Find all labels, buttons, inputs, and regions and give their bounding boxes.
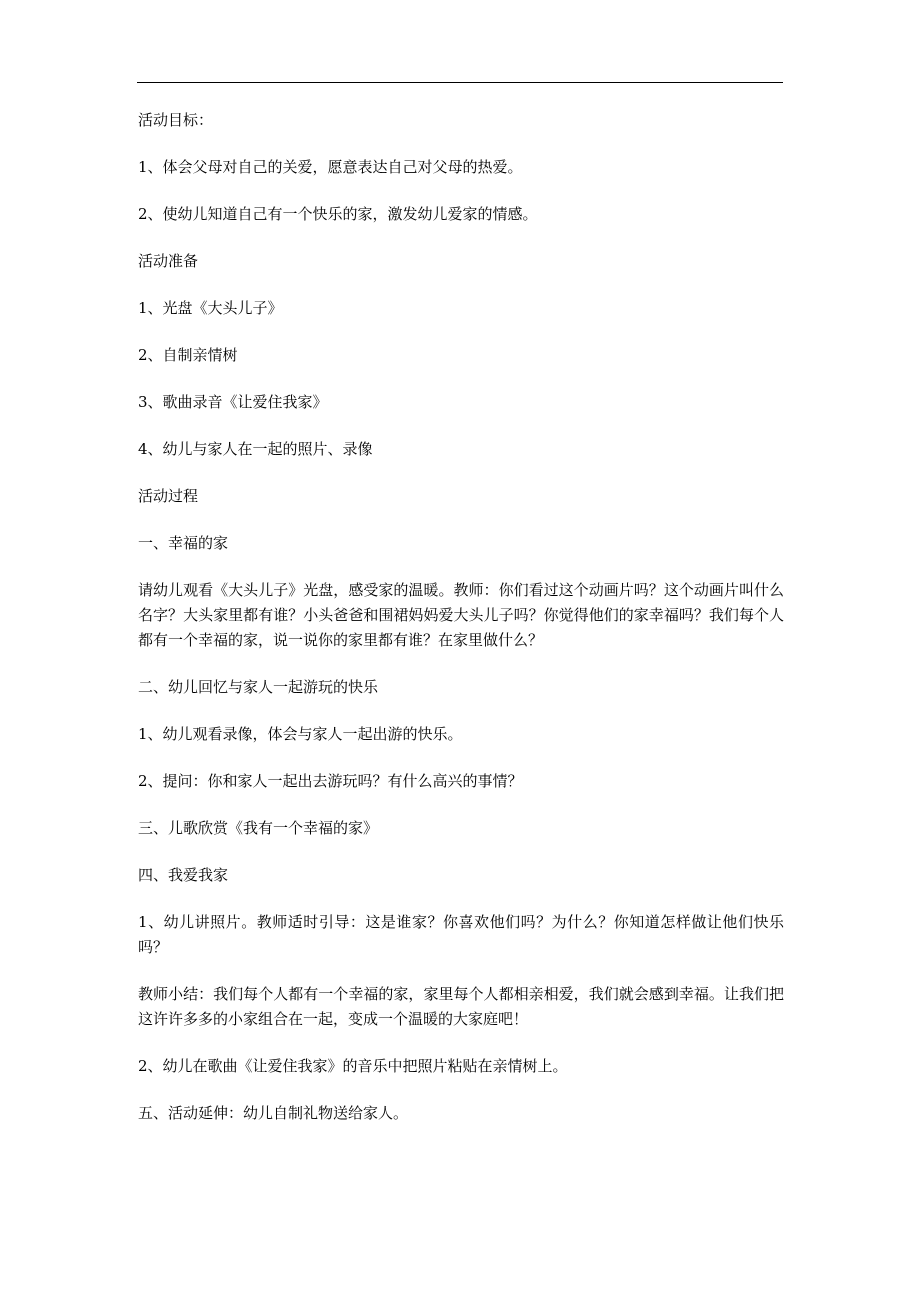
- step-item: 2、提问：你和家人一起出去游玩吗？有什么高兴的事情？: [138, 772, 523, 790]
- step-item: 2、幼儿在歌曲《让爱住我家》的音乐中把照片粘贴在亲情树上。: [138, 1057, 568, 1075]
- section-heading: 四、我爱我家: [138, 866, 229, 884]
- preparation-item: 2、自制亲情树: [138, 346, 238, 364]
- goal-item: 1、体会父母对自己的关爱，愿意表达自己对父母的热爱。: [138, 158, 523, 176]
- header-rule: [137, 82, 783, 83]
- body-paragraph: 教师小结：我们每个人都有一个幸福的家，家里每个人都相亲相爱，我们就会感到幸福。让我们把这许许多多的小家组合在一起，变成一个温暖的大家庭吧！: [138, 985, 784, 1028]
- step-item: 1、幼儿观看录像，体会与家人一起出游的快乐。: [138, 725, 463, 743]
- document-body: [138, 108, 784, 1126]
- preparation-item: 1、光盘《大头儿子》: [138, 299, 283, 317]
- preparation-item: 3、歌曲录音《让爱住我家》: [138, 393, 328, 411]
- section-heading: 二、幼儿回忆与家人一起游玩的快乐: [138, 678, 379, 696]
- body-paragraph: 请幼儿观看《大头儿子》光盘，感受家的温暖。教师：你们看过这个动画片吗？这个动画片叫什么名字？大头家里都有谁？小头爸爸和围裙妈妈爱大头儿子吗？你觉得他们的家幸福吗？我们每个人都有一个幸福的家，说一说你的家里都有谁？在家里做什么？: [138, 581, 784, 649]
- goal-item: 2、使幼儿知道自己有一个快乐的家，激发幼儿爱家的情感。: [138, 205, 538, 223]
- preparation-item: 4、幼儿与家人在一起的照片、录像: [138, 440, 373, 458]
- heading-process: 活动过程: [138, 487, 199, 505]
- section-heading: 一、幸福的家: [138, 534, 229, 552]
- section-heading: 五、活动延伸：幼儿自制礼物送给家人。: [138, 1104, 409, 1122]
- heading-goals: 活动目标：: [138, 111, 214, 129]
- step-item: 1、幼儿讲照片。教师适时引导：这是谁家？你喜欢他们吗？为什么？你知道怎样做让他们快乐吗？: [138, 913, 784, 956]
- section-heading: 三、儿歌欣赏《我有一个幸福的家》: [138, 819, 379, 837]
- heading-preparation: 活动准备: [138, 252, 199, 270]
